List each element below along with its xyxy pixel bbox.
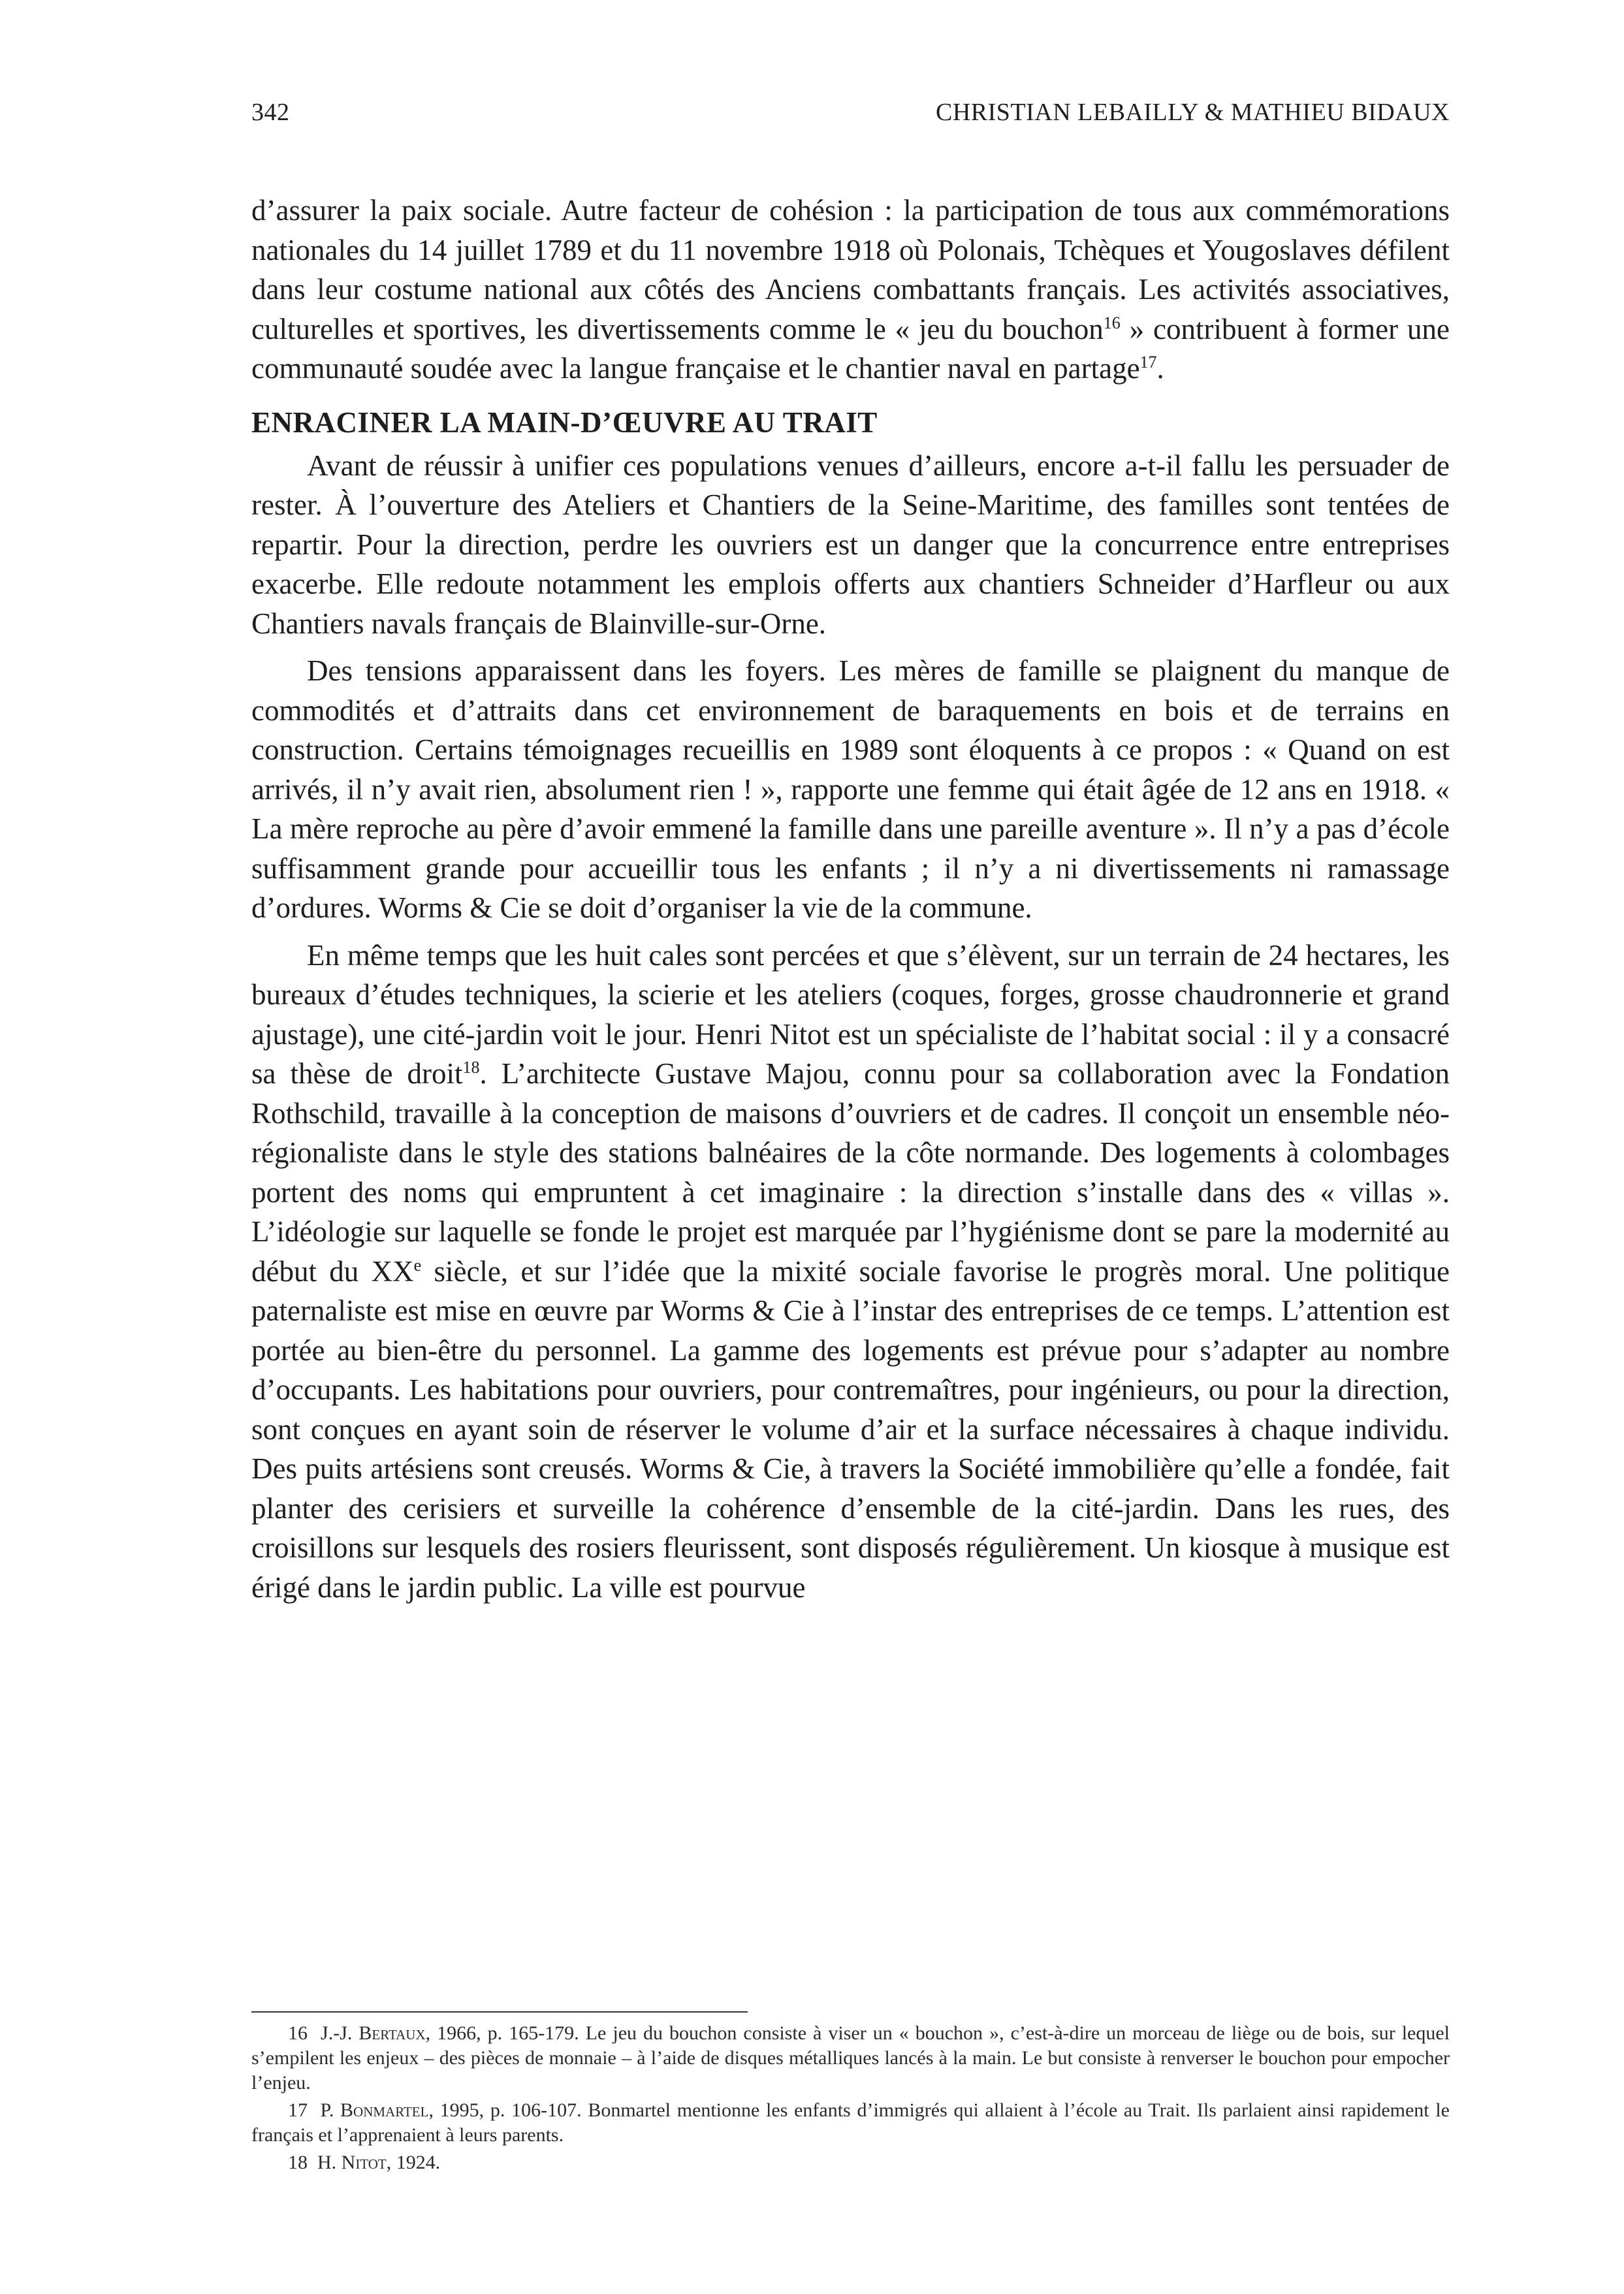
footnote-author: H. Nitot	[317, 2152, 387, 2173]
footnote-text: , 1924.	[386, 2152, 441, 2173]
footnote-18	[251, 2150, 1450, 2175]
running-head-authors: CHRISTIAN LEBAILLY & MATHIEU BIDAUX	[936, 99, 1450, 126]
paragraph-4-text-a: En même temps que les huit cales sont percées et que s’élèvent, sur un terrain de 24 hectares, les bureaux d’études techniques, la scierie et les ateliers (coques, forges, grosse chaudronnerie et grand ajustage), une cité-jardin voit le jour. Henri Nitot est un spécialiste de l’habitat social : il y a consacré sa thèse de droit	[251, 938, 1450, 1090]
century-superscript: e	[413, 1255, 422, 1275]
paragraph-4	[251, 936, 1450, 1608]
paragraph-4-text-b: . L’architecte Gustave Majou, connu pour sa collaboration avec la Fondation Rothschild, travaille à la conception de maisons d’ouvriers et de cadres. Il conçoit un ensemble néo-régionaliste dans le style des stations balnéaires de la côte normande. Des logements à colombages portent des noms qui empruntent à cet imaginaire : la direction s’installe dans des « villas ». L’idéologie sur laquelle se fonde le projet est marquée par l’hygiénisme dont se pare la modernité au début du XX	[251, 1057, 1450, 1288]
footnote-number: 16	[288, 2022, 308, 2044]
footnote-ref-17: 17	[1139, 353, 1157, 372]
footnotes	[251, 2021, 1450, 2178]
paragraph-1	[251, 191, 1450, 389]
section-heading: ENRACINER LA MAIN-D’ŒUVRE AU TRAIT	[251, 406, 878, 439]
page-number: 342	[251, 99, 290, 126]
paragraph-3: Des tensions apparaissent dans les foyers. Les mères de famille se plaignent du manque de commodités et d’attraits dans cet environnement de baraquements en bois et de terrains en construction. Certains témoignages recueillis en 1989 sont éloquents à ce propos : « Quand on est arrivés, il n’y avait rien, absolument rien ! », rapporte une femme qui était âgée de 12 ans en 1918. « La mère reproche au père d’avoir emmené la famille dans une pareille aventure ». Il n’y a pas d’école suffisamment grande pour accueillir tous les enfants ; il n’y a ni divertissements ni ramassage d’ordures. Worms & Cie se doit d’organiser la vie de la commune.	[251, 654, 1450, 924]
main-text	[251, 191, 1450, 1607]
footnote-ref-16: 16	[1103, 313, 1121, 332]
footnote-number: 17	[288, 2099, 308, 2121]
paragraph-1-text-b: » contribuent à former une communauté soudée avec la langue française et le chantier naval en partage	[251, 312, 1450, 385]
footnote-author: P. Bonmartel	[320, 2099, 429, 2121]
footnote-text: , 1966, p. 165-179. Le jeu du bouchon consiste à viser un « bouchon », c’est-à-dire un morceau de liège ou de bois, sur lequel s’empilent les enjeux – des pièces de monnaie – à l’aide de disques métalliques lancés à la main. Le but consiste à renverser le bouchon pour empocher l’enjeu.	[251, 2022, 1450, 2094]
footnote-ref-18: 18	[462, 1058, 480, 1077]
footnote-number: 18	[288, 2152, 308, 2173]
footnote-17	[251, 2098, 1450, 2148]
footnote-text: , 1995, p. 106-107. Bonmartel mentionne les enfants d’immigrés qui allaient à l’école au Trait. Ils parlaient ainsi rapidement le français et l’apprenaient à leurs parents.	[251, 2099, 1450, 2146]
paragraph-2: Avant de réussir à unifier ces populations venues d’ailleurs, encore a-t-il fallu les persuader de rester. À l’ouverture des Ateliers et Chantiers de la Seine-Maritime, des familles sont tentées de repartir. Pour la direction, perdre les ouvriers est un danger que la concurrence entre entreprises exacerbe. Elle redoute notamment les emplois offerts aux chantiers Schneider d’Harfleur ou aux Chantiers navals français de Blainville-sur-Orne.	[251, 449, 1450, 640]
footnote-16	[251, 2021, 1450, 2095]
footnote-author: J.-J. Bertaux	[321, 2022, 426, 2044]
paragraph-4-text-c: siècle, et sur l’idée que la mixité sociale favorise le progrès moral. Une politique paternaliste est mise en œuvre par Worms & Cie à l’instar des entreprises de ce temps. L’attention est portée au bien-être du personnel. La gamme des logements est prévue pour s’adapter au nombre d’occupants. Les habitations pour ouvriers, pour contremaîtres, pour ingénieurs, ou pour la direction, sont conçues en ayant soin de réserver le volume d’air et la surface nécessaires à chaque individu. Des puits artésiens sont creusés. Worms & Cie, à travers la Société immobilière qu’elle a fondée, fait planter des cerisiers et surveille la cohérence d’ensemble de la cité-jardin. Dans les rues, des croisillons sur lesquels des rosiers fleurissent, sont disposés régulièrement. Un kiosque à musique est érigé dans le jardin public. La ville est pourvue	[251, 1254, 1450, 1604]
footnote-separator	[251, 2011, 748, 2013]
paragraph-1-text-c: .	[1156, 352, 1164, 385]
paragraph-1-text-a: d’assurer la paix sociale. Autre facteur de cohésion : la participation de tous aux commémorations nationales du 14 juillet 1789 et du 11 novembre 1918 où Polonais, Tchèques et Yougoslaves défilent dans leur costume national aux côtés des Anciens combattants français. Les activités associatives, culturelles et sportives, les divertissements comme le « jeu du bouchon	[251, 194, 1450, 345]
